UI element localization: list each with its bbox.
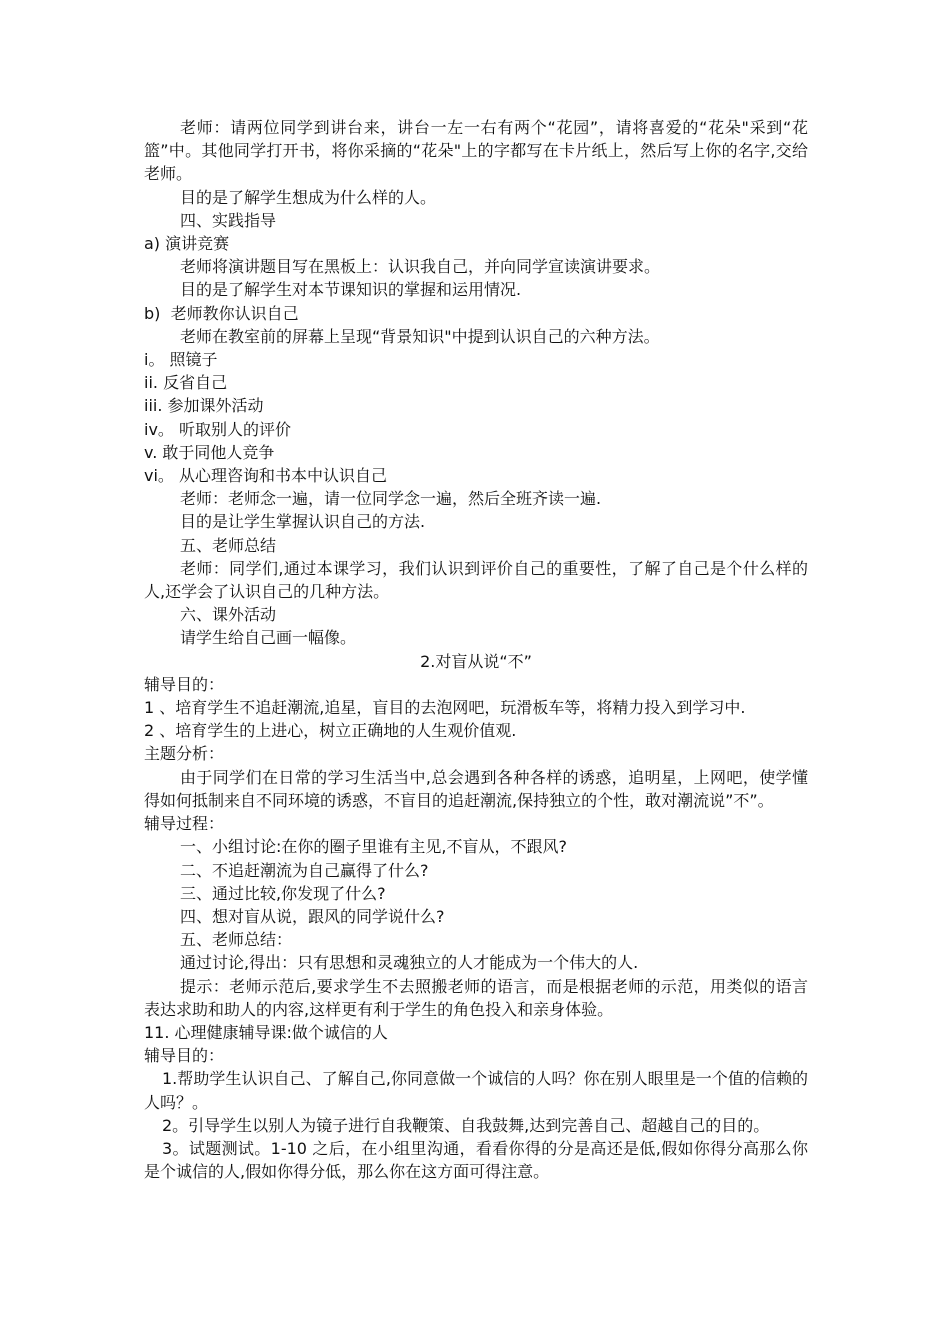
paragraph: 由于同学们在日常的学习生活当中,总会遇到各种各样的诱惑，追明星，上网吧，使学懂得如何抵制来自不同环境的诱惑，不盲目的追赶潮流,保持独立的个性，敢对潮流说”不”。 [144,767,808,810]
list-item: 三、通过比较,你发现了什么? [180,883,386,903]
paragraph: 目的是了解学生对本节课知识的掌握和运用情况. [180,280,522,300]
paragraph: 老师将演讲题目写在黑板上：认识我自己，并向同学宣读演讲要求。 [180,257,661,277]
document-body [144,116,808,1183]
paragraph: 老师在教室前的屏幕上呈现“背景知识"中提到认识自己的六种方法。 [180,326,660,346]
section-heading: 四、实践指导 [180,210,277,230]
list-item: i。 照镜子 [144,350,218,370]
list-item: 2 、培育学生的上进心，树立正确地的人生观价值观. [144,721,517,741]
list-item: 1.帮助学生认识自己、了解自己,你同意做一个诚信的人吗？你在别人眼里是一个值的信赖的人吗？。 [144,1069,808,1112]
list-item: 四、想对盲从说，跟风的同学说什么? [180,906,445,926]
section-label: 主题分析： [144,744,225,764]
paragraph: 目的是让学生掌握认识自己的方法. [180,512,426,532]
list-item: 2。引导学生以别人为镜子进行自我鞭策、自我鼓舞,达到完善自己、超越自己的目的。 [162,1115,770,1135]
paragraph: 提示：老师示范后,要求学生不去照搬老师的语言，而是根据老师的示范，用类似的语言表达求助和助人的内容,这样更有利于学生的角色投入和亲身体验。 [144,976,808,1019]
list-item: v. 敢于同他人竞争 [144,442,275,462]
list-item: 3。试题测试。1-10 之后，在小组里沟通，看看你得的分是高还是低,假如你得分高那么你是个诚信的人,假如你得分低，那么你在这方面可得注意。 [144,1138,808,1182]
list-item: 1 、培育学生不追赶潮流,追星，盲目的去泡网吧，玩滑板车等，将精力投入到学习中. [144,698,746,718]
paragraph: 老师：请两位同学到讲台来，讲台一左一右有两个“花园”，请将喜爱的“花朵"采到“花篮”中。其他同学打开书，将你采摘的“花朵"上的字都写在卡片纸上，然后写上你的名字,交给老师。 [144,118,808,184]
section-heading: 五、老师总结 [180,535,277,555]
list-item: ii. 反省自己 [144,373,228,393]
list-item: iv。 听取别人的评价 [144,419,292,439]
list-item: iii. 参加课外活动 [144,396,264,416]
paragraph: 老师：老师念一遍，请一位同学念一遍，然后全班齐读一遍. [180,489,602,509]
list-item: 二、不追赶潮流为自己赢得了什么? [180,860,429,880]
section-label: 辅导目的： [144,674,225,694]
list-item: b) 老师教你认识自己 [144,303,299,323]
lesson-title: 2.对盲从说“不” [420,651,532,671]
paragraph: 通过讨论,得出：只有思想和灵魂独立的人才能成为一个伟大的人. [180,953,639,973]
paragraph: 请学生给自己画一幅像。 [180,628,357,648]
list-item: a) 演讲竞赛 [144,234,230,254]
list-item: vi。 从心理咨询和书本中认识自己 [144,466,388,486]
paragraph: 目的是了解学生想成为什么样的人。 [180,187,437,207]
section-label: 辅导过程： [144,814,225,834]
section-label: 辅导目的： [144,1046,225,1066]
section-heading: 六、课外活动 [180,605,277,625]
section-heading: 五、老师总结： [180,930,293,950]
lesson-title: 11. 心理健康辅导课:做个诚信的人 [144,1022,388,1042]
list-item: 一、小组讨论:在你的圈子里谁有主见,不盲从，不跟风? [180,837,567,857]
paragraph: 老师：同学们,通过本课学习，我们认识到评价自己的重要性，了解了自己是个什么样的人,还学会了认识自己的几种方法。 [144,558,808,602]
